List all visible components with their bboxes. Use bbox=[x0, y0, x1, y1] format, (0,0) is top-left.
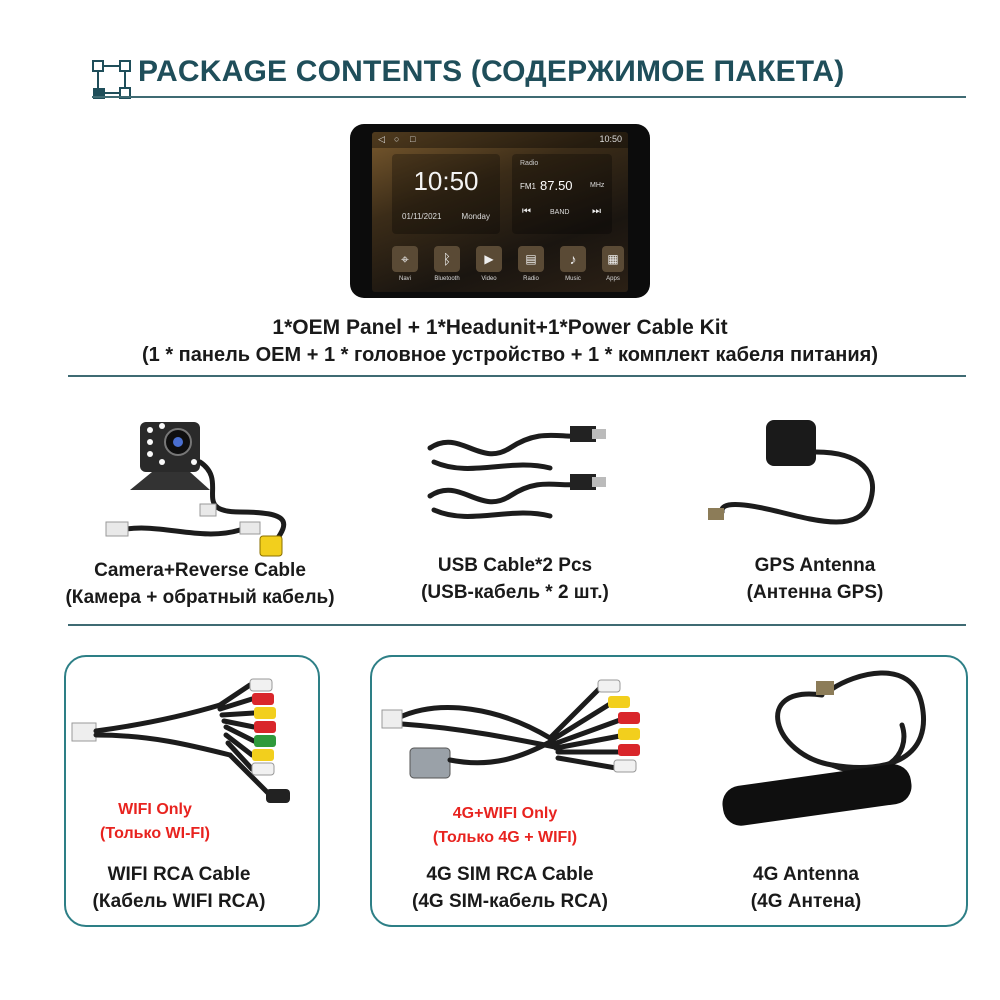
head-unit-caption-ru: (1 * панель OEM + 1 * головное устройство + 1 * комплект кабеля питания) bbox=[141, 344, 878, 366]
radio-widget[interactable] bbox=[512, 154, 612, 234]
harness-connector bbox=[72, 723, 96, 741]
head-unit-caption bbox=[200, 314, 800, 341]
wifi-only-note-ru: (Только WI-FI) bbox=[100, 825, 210, 842]
usb-caption-ru: (USB-кабель * 2 шт.) bbox=[421, 582, 609, 603]
4g-sim-rca-cable-image bbox=[380, 668, 670, 800]
recent-apps-icon[interactable]: □ bbox=[410, 134, 416, 144]
app-label: Navi bbox=[398, 276, 411, 282]
app-label: Bluetooth bbox=[434, 276, 460, 282]
status-time: 10:50 bbox=[599, 134, 622, 144]
app-label: Radio bbox=[523, 276, 539, 282]
radio-app-icon[interactable]: ▤ bbox=[518, 246, 544, 272]
app-label: Video bbox=[481, 276, 497, 282]
radio-label: Radio bbox=[520, 160, 539, 167]
title-divider bbox=[92, 96, 966, 98]
gps-caption bbox=[680, 552, 950, 606]
clock-widget[interactable] bbox=[392, 154, 500, 234]
camera-caption-ru: (Камера + обратный кабель) bbox=[65, 587, 335, 608]
radio-unit: MHz bbox=[590, 182, 605, 189]
usb-cables-image bbox=[420, 418, 610, 536]
sim-card-module bbox=[410, 748, 450, 778]
home-icon[interactable]: ○ bbox=[394, 134, 400, 144]
clock-date: 01/11/2021 bbox=[402, 212, 442, 221]
radio-band: FM1 bbox=[520, 182, 536, 191]
gps-caption-ru: (Антенна GPS) bbox=[746, 582, 884, 603]
wifi-rca-caption-en: WIFI RCA Cable bbox=[107, 864, 251, 885]
clock-day: Monday bbox=[461, 212, 490, 221]
4g-antenna-caption bbox=[716, 861, 896, 915]
gps-antenna-image bbox=[700, 412, 900, 542]
camera-caption bbox=[40, 557, 360, 611]
4g-wifi-only-note-en: 4G+WIFI Only bbox=[452, 805, 558, 822]
camera-cable-image bbox=[100, 412, 320, 560]
4g-sim-rca-caption bbox=[390, 861, 630, 915]
head-unit-panel bbox=[350, 124, 650, 298]
apps-app-icon[interactable]: ▦ bbox=[602, 246, 624, 272]
4g-antenna-caption-en: 4G Antenna bbox=[753, 864, 859, 885]
usb-caption bbox=[370, 552, 660, 606]
camera-bracket bbox=[130, 472, 210, 490]
wifi-only-note-en: WIFI Only bbox=[118, 801, 192, 818]
network-nodes-icon bbox=[92, 60, 132, 100]
rca-yellow-plug bbox=[260, 536, 282, 556]
camera-caption-en: Camera+Reverse Cable bbox=[94, 560, 306, 581]
4g-sim-rca-caption-ru: (4G SIM-кабель RCA) bbox=[412, 891, 608, 912]
head-unit-caption-en: 1*OEM Panel + 1*Headunit+1*Power Cable Kit bbox=[272, 316, 728, 339]
4g-antenna-image bbox=[712, 665, 952, 840]
head-unit-screen bbox=[372, 132, 628, 292]
clock-time: 10:50 bbox=[413, 166, 479, 196]
radio-frequency: 87.50 bbox=[540, 178, 573, 193]
antenna-connector bbox=[816, 681, 834, 695]
usb-caption-en: USB Cable*2 Pcs bbox=[437, 555, 593, 576]
app-dock bbox=[372, 242, 628, 292]
wifi-rca-caption bbox=[64, 861, 294, 915]
next-station-icon[interactable]: ⏭ bbox=[592, 206, 601, 217]
band-button[interactable]: BAND bbox=[550, 209, 570, 216]
wifi-only-note bbox=[70, 798, 240, 846]
bluetooth-app-icon[interactable]: ᛒ bbox=[434, 246, 460, 272]
4g-sim-rca-caption-en: 4G SIM RCA Cable bbox=[426, 864, 594, 885]
section-divider bbox=[68, 624, 966, 626]
antenna-bar bbox=[720, 762, 914, 828]
back-icon[interactable]: ◁ bbox=[378, 134, 385, 144]
gps-caption-en: GPS Antenna bbox=[754, 555, 876, 576]
video-app-icon[interactable]: ▶ bbox=[476, 246, 502, 272]
4g-wifi-only-note-ru: (Только 4G + WIFI) bbox=[432, 829, 578, 846]
app-label: Music bbox=[565, 276, 581, 282]
gps-connector bbox=[708, 508, 724, 520]
music-app-icon[interactable]: ♪ bbox=[560, 246, 586, 272]
section-divider bbox=[68, 375, 966, 377]
page-title: PACKAGE CONTENTS (СОДЕРЖИМОЕ ПАКЕТА) bbox=[138, 55, 845, 88]
4g-wifi-only-note bbox=[410, 802, 600, 850]
4g-antenna-caption-ru: (4G Антена) bbox=[750, 891, 862, 912]
wifi-rca-caption-ru: (Кабель WIFI RCA) bbox=[92, 891, 266, 912]
gps-puck bbox=[766, 420, 816, 466]
app-label: Apps bbox=[606, 276, 620, 282]
wifi-rca-cable-image bbox=[70, 665, 310, 805]
head-unit-caption-ru-wrap bbox=[60, 342, 960, 369]
previous-station-icon[interactable]: ⏮ bbox=[522, 206, 531, 217]
navi-app-icon[interactable]: ⌖ bbox=[392, 246, 418, 272]
